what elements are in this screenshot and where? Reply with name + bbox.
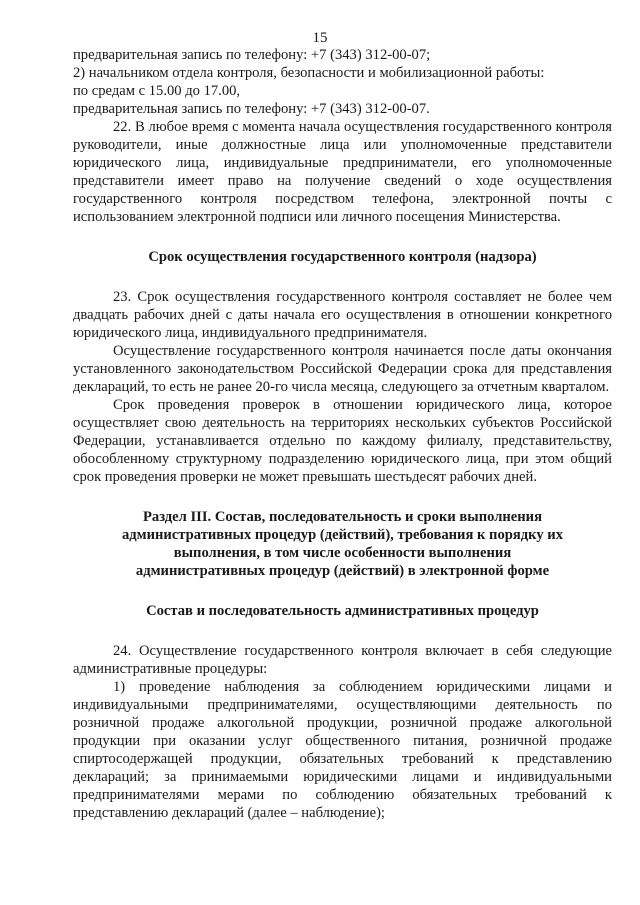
heading-section-3: Раздел III. Состав, последовательность и сроки выполнения административных процедур (действий), требования к порядку их выполнения, в том числе особенности выполнения административных процедур (действий) в электронной форме: [121, 509, 564, 579]
paragraph-24-item-1: 1) проведение наблюдения за соблюдением юридическими лицами и индивидуальными предпринимателями, осуществляющими деятельность по розничной продаже алкогольной продукции, розничной продаже алкогольной продукции при оказании услуг общественного питания, розничной продаже спиртосодержащей продукции, обязательных требований к представлению деклараций; за принимаемыми юридическими лицами и индивидуальными предпринимателями мерами по соблюдению обязательных требований к представлению деклараций (далее – наблюдение);: [73, 679, 612, 821]
page-number: 15: [312, 30, 328, 46]
paragraph-inspection-term: Срок проведения проверок в отношении юридического лица, которое осуществляет свою деятельность на территориях нескольких субъектов Российской Федерации, устанавливается отдельно по каждому филиалу, представительству, обособленному структурному подразделению юридического лица, при этом общий срок проведения проверки не может превышать шестьдесят рабочих дней.: [73, 397, 612, 485]
paragraph-23: 23. Срок осуществления государственного контроля составляет не более чем двадцать рабочих дней с даты начала его осуществления в отношении конкретного юридического лица, индивидуального предпринимателя.: [73, 289, 612, 341]
paragraph-wednesday-hours: по средам с 15.00 до 17.00,: [73, 83, 241, 99]
paragraph-phone-2: предварительная запись по телефону: +7 (343) 312-00-07.: [73, 101, 430, 117]
paragraph-phone-1: предварительная запись по телефону: +7 (343) 312-00-07;: [73, 47, 431, 63]
paragraph-24: 24. Осуществление государственного контроля включает в себя следующие административные процедуры:: [73, 643, 612, 677]
document-body: [73, 46, 612, 822]
heading-control-term: Срок осуществления государственного контроля (надзора): [148, 249, 537, 265]
paragraph-head-of-control-dept: 2) начальником отдела контроля, безопасности и мобилизационной работы:: [73, 65, 545, 81]
paragraph-control-start: Осуществление государственного контроля начинается после даты окончания установленного законодательством Российской Федерации срока для представления деклараций, то есть не ранее 20-го числа месяца, следующего за отчетным кварталом.: [73, 343, 612, 395]
paragraph-22: 22. В любое время с момента начала осуществления государственного контроля руководители, иные должностные лица или уполномоченные представители юридического лица, индивидуальные предприниматели, его уполномоченные представители имеет право на получение сведений о ходе осуществления государственного контроля посредством телефона, электронной почты с использованием электронной подписи или личного посещения Министерства.: [73, 119, 612, 225]
heading-procedures-composition: Состав и последовательность административных процедур: [146, 603, 539, 619]
